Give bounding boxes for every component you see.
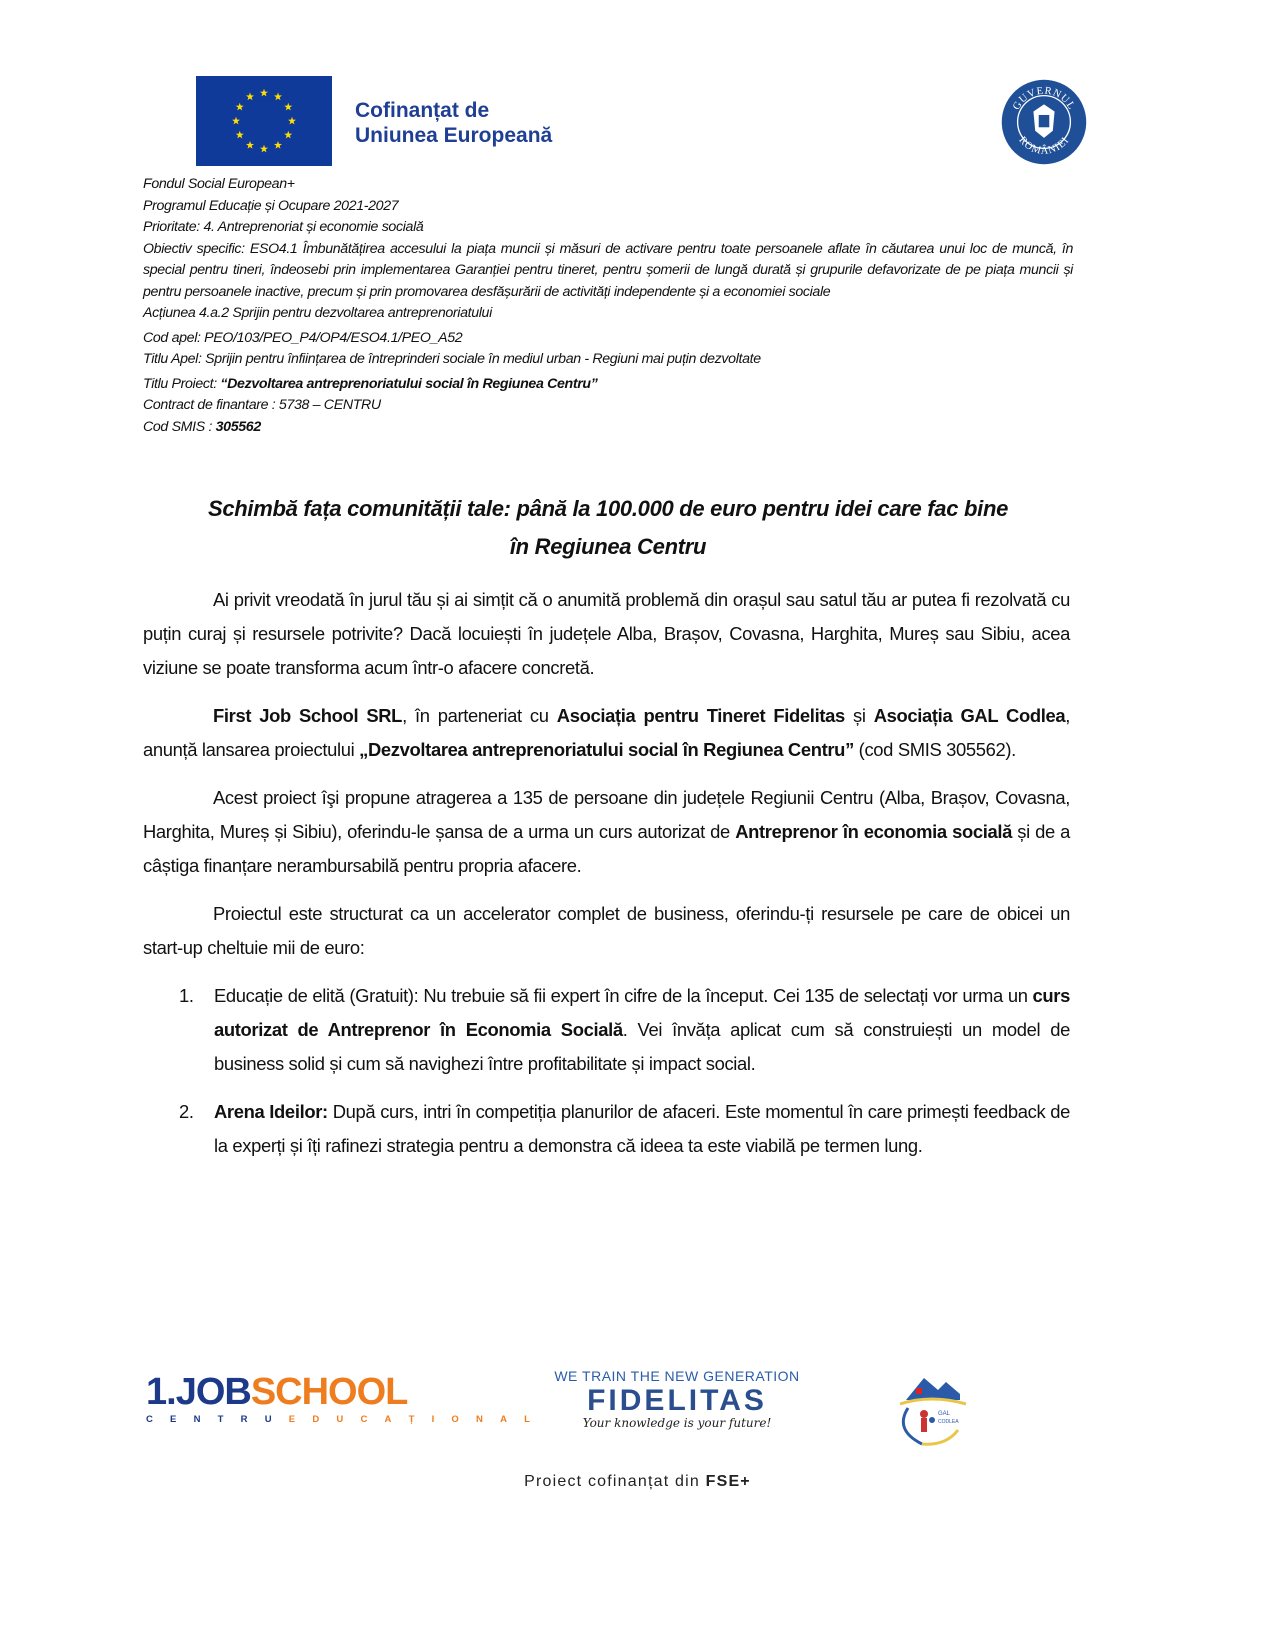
meta-program: Programul Educație și Ocupare 2021-2027 xyxy=(143,197,399,214)
footer-note-bold: FSE+ xyxy=(705,1473,751,1490)
eu-star-icon xyxy=(232,117,240,125)
eu-star-icon xyxy=(236,103,244,111)
text-span: După curs, intri în competiția planurilor de afaceri. Este momentul în care primești feedback de la experți și îți rafinezi strategia pentru a demonstra că ideea ta este viabilă pe termen lung. xyxy=(214,1101,1070,1156)
jobschool-main-a: 1.JOB xyxy=(146,1371,251,1413)
meta-smis xyxy=(143,417,1073,439)
meta-project-title-value: “Dezvoltarea antreprenoriatului social în Regiunea Centru” xyxy=(220,375,598,392)
fidelitas-arc-text: WE TRAIN THE NEW GENERATION xyxy=(554,1368,800,1384)
eu-star-icon xyxy=(246,93,254,101)
text-span: (cod SMIS 305562). xyxy=(853,739,1016,760)
eu-star-icon xyxy=(284,103,292,111)
eu-star-icon xyxy=(288,117,296,125)
text-span: Acest proiect îşi propune atragerea a 135 de persoane din județele Regiunii Centru (Alba, Brașov, Covasna, Harghita, Mureș și Sibiu), oferindu-le șansa de a urma un curs autorizat de xyxy=(143,787,1070,842)
fidelitas-logo-icon xyxy=(552,1368,802,1440)
list-item xyxy=(143,979,1070,1081)
title-line1: Schimbă fața comunității tale: până la 100.000 de euro pentru idei care fac bine xyxy=(207,496,1009,521)
bold-span: curs autorizat de Antreprenor în Economia Socială xyxy=(214,985,1070,1040)
guvernul-romaniei-seal-icon xyxy=(1000,78,1088,166)
eu-flag-icon xyxy=(196,76,332,166)
fidelitas-name: FIDELITAS xyxy=(587,1384,767,1417)
eu-star-icon xyxy=(260,145,268,153)
list-item xyxy=(143,1095,1070,1163)
gov-seal-bottom-text: ROMÂNIEI xyxy=(1016,134,1072,157)
eu-star-icon xyxy=(236,131,244,139)
bold-span: Arena Ideilor: xyxy=(214,1101,328,1122)
partner-fidelitas: Asociația pentru Tineret Fidelitas xyxy=(556,705,845,726)
jobschool-sub-a: CENTRU xyxy=(146,1414,289,1425)
meta-smis-value: 305562 xyxy=(215,418,261,435)
paragraph-intro: Ai privit vreodată în jurul tău și ai simțit că o anumită problemă din orașul sau satul tău ar putea fi rezolvată cu puțin curaj și resursele potrivite? Dacă locuiești în județele Alba, Brașov, Covasna, Harghita, Mureș sau Sibiu, acea viziune se poate transforma acum într-o afacere concretă. xyxy=(143,589,1070,678)
meta-project-title xyxy=(143,374,1073,396)
gal-codlea-logo-icon xyxy=(886,1360,976,1450)
benefits-list xyxy=(143,979,1070,1163)
meta-contract: Contract de finantare : 5738 – CENTRU xyxy=(143,397,381,413)
jobschool-sub-b: EDUCAȚIONAL xyxy=(288,1414,548,1425)
list-number: 1. xyxy=(179,985,194,1006)
gal-label1: GAL xyxy=(938,1411,951,1417)
text-span: . Vei învăța aplicat cum să construiești un model de business solid și cum să navighezi între profitabilitate și impact social. xyxy=(214,1019,1070,1074)
cofinancing-note xyxy=(0,1473,1275,1491)
partner-gal-codlea: Asociația GAL Codlea xyxy=(873,705,1066,726)
meta-smis-label: Cod SMIS : xyxy=(143,418,216,435)
meta-project-title-label: Titlu Proiect: xyxy=(143,375,221,392)
eu-star-icon xyxy=(284,131,292,139)
eu-label-line2: Uniunea Europeană xyxy=(355,124,553,147)
paragraph-structure: Proiectul este structurat ca un accelerator complet de business, oferindu-ți resursele pe care de obicei un start-up cheltuie mii de euro: xyxy=(143,903,1070,958)
paragraph-goal xyxy=(143,781,1070,883)
text-span: , în parteneriat cu xyxy=(402,705,557,726)
project-meta xyxy=(143,174,1073,438)
meta-action: Acțiunea 4.a.2 Sprijin pentru dezvoltarea antreprenoriatului xyxy=(143,305,492,321)
text-span: Educație de elită (Gratuit): Nu trebuie să fii expert în cifre de la început. Cei 135 de selectați vor urma un xyxy=(214,985,1033,1006)
footer-note-text: Proiect cofinanțat din xyxy=(524,1473,706,1490)
eu-star-icon xyxy=(274,93,282,101)
jobschool-main-b: SCHOOL xyxy=(250,1371,408,1413)
1jobschool-logo-icon xyxy=(146,1371,548,1430)
project-name: „Dezvoltarea antreprenoriatului social în Regiunea Centru” xyxy=(359,739,854,760)
partner-first-job-school: First Job School SRL xyxy=(213,705,403,726)
meta-objective: Obiectiv specific: ESO4.1 Îmbunătățirea accesului la piața muncii și măsuri de activare pentru toate persoanele aflate în căutarea unui loc de muncă, în special pentru tineri, îndeosebi prin implementarea Garanției pentru tineret, pentru șomerii de lungă durată și grupurile defavorizate de pe piața muncii și pentru persoanele inactive, precum și prin promovarea desfășurării de activități independente și a economiei sociale xyxy=(143,240,1073,300)
eu-cofinancing-label xyxy=(355,98,552,148)
eu-star-icon xyxy=(246,141,254,149)
eu-star-icon xyxy=(260,89,268,97)
document-body xyxy=(143,583,1070,1177)
text-span: și xyxy=(844,705,874,726)
eu-label-line1: Cofinanțat de xyxy=(355,99,490,122)
text-span: , anunță lansarea proiectului xyxy=(143,705,1070,760)
gal-label2: CODLEA xyxy=(938,1419,959,1425)
list-number: 2. xyxy=(179,1101,194,1122)
text-span: și de a câștiga finanțare nerambursabilă pentru propria afacere. xyxy=(143,821,1070,876)
meta-fund: Fondul Social European+ xyxy=(143,176,295,192)
document-title xyxy=(143,490,1073,566)
course-name: Antreprenor în economia socială xyxy=(735,821,1012,842)
meta-call-code: Cod apel: PEO/103/PEO_P4/OP4/ESO4.1/PEO_A52 xyxy=(143,329,463,346)
fidelitas-tagline: Your knowledge is your future! xyxy=(582,1416,772,1430)
eu-star-icon xyxy=(274,141,282,149)
meta-priority: Prioritate: 4. Antreprenoriat și economie socială xyxy=(143,219,424,235)
meta-call-title: Titlu Apel: Sprijin pentru înființarea de întreprinderi sociale în mediul urban - Regiuni mai puțin dezvoltate xyxy=(143,351,761,367)
paragraph-partners xyxy=(143,699,1070,767)
gov-seal-top-text: GUVERNUL xyxy=(1011,85,1077,113)
title-line2: în Regiunea Centru xyxy=(509,534,707,559)
